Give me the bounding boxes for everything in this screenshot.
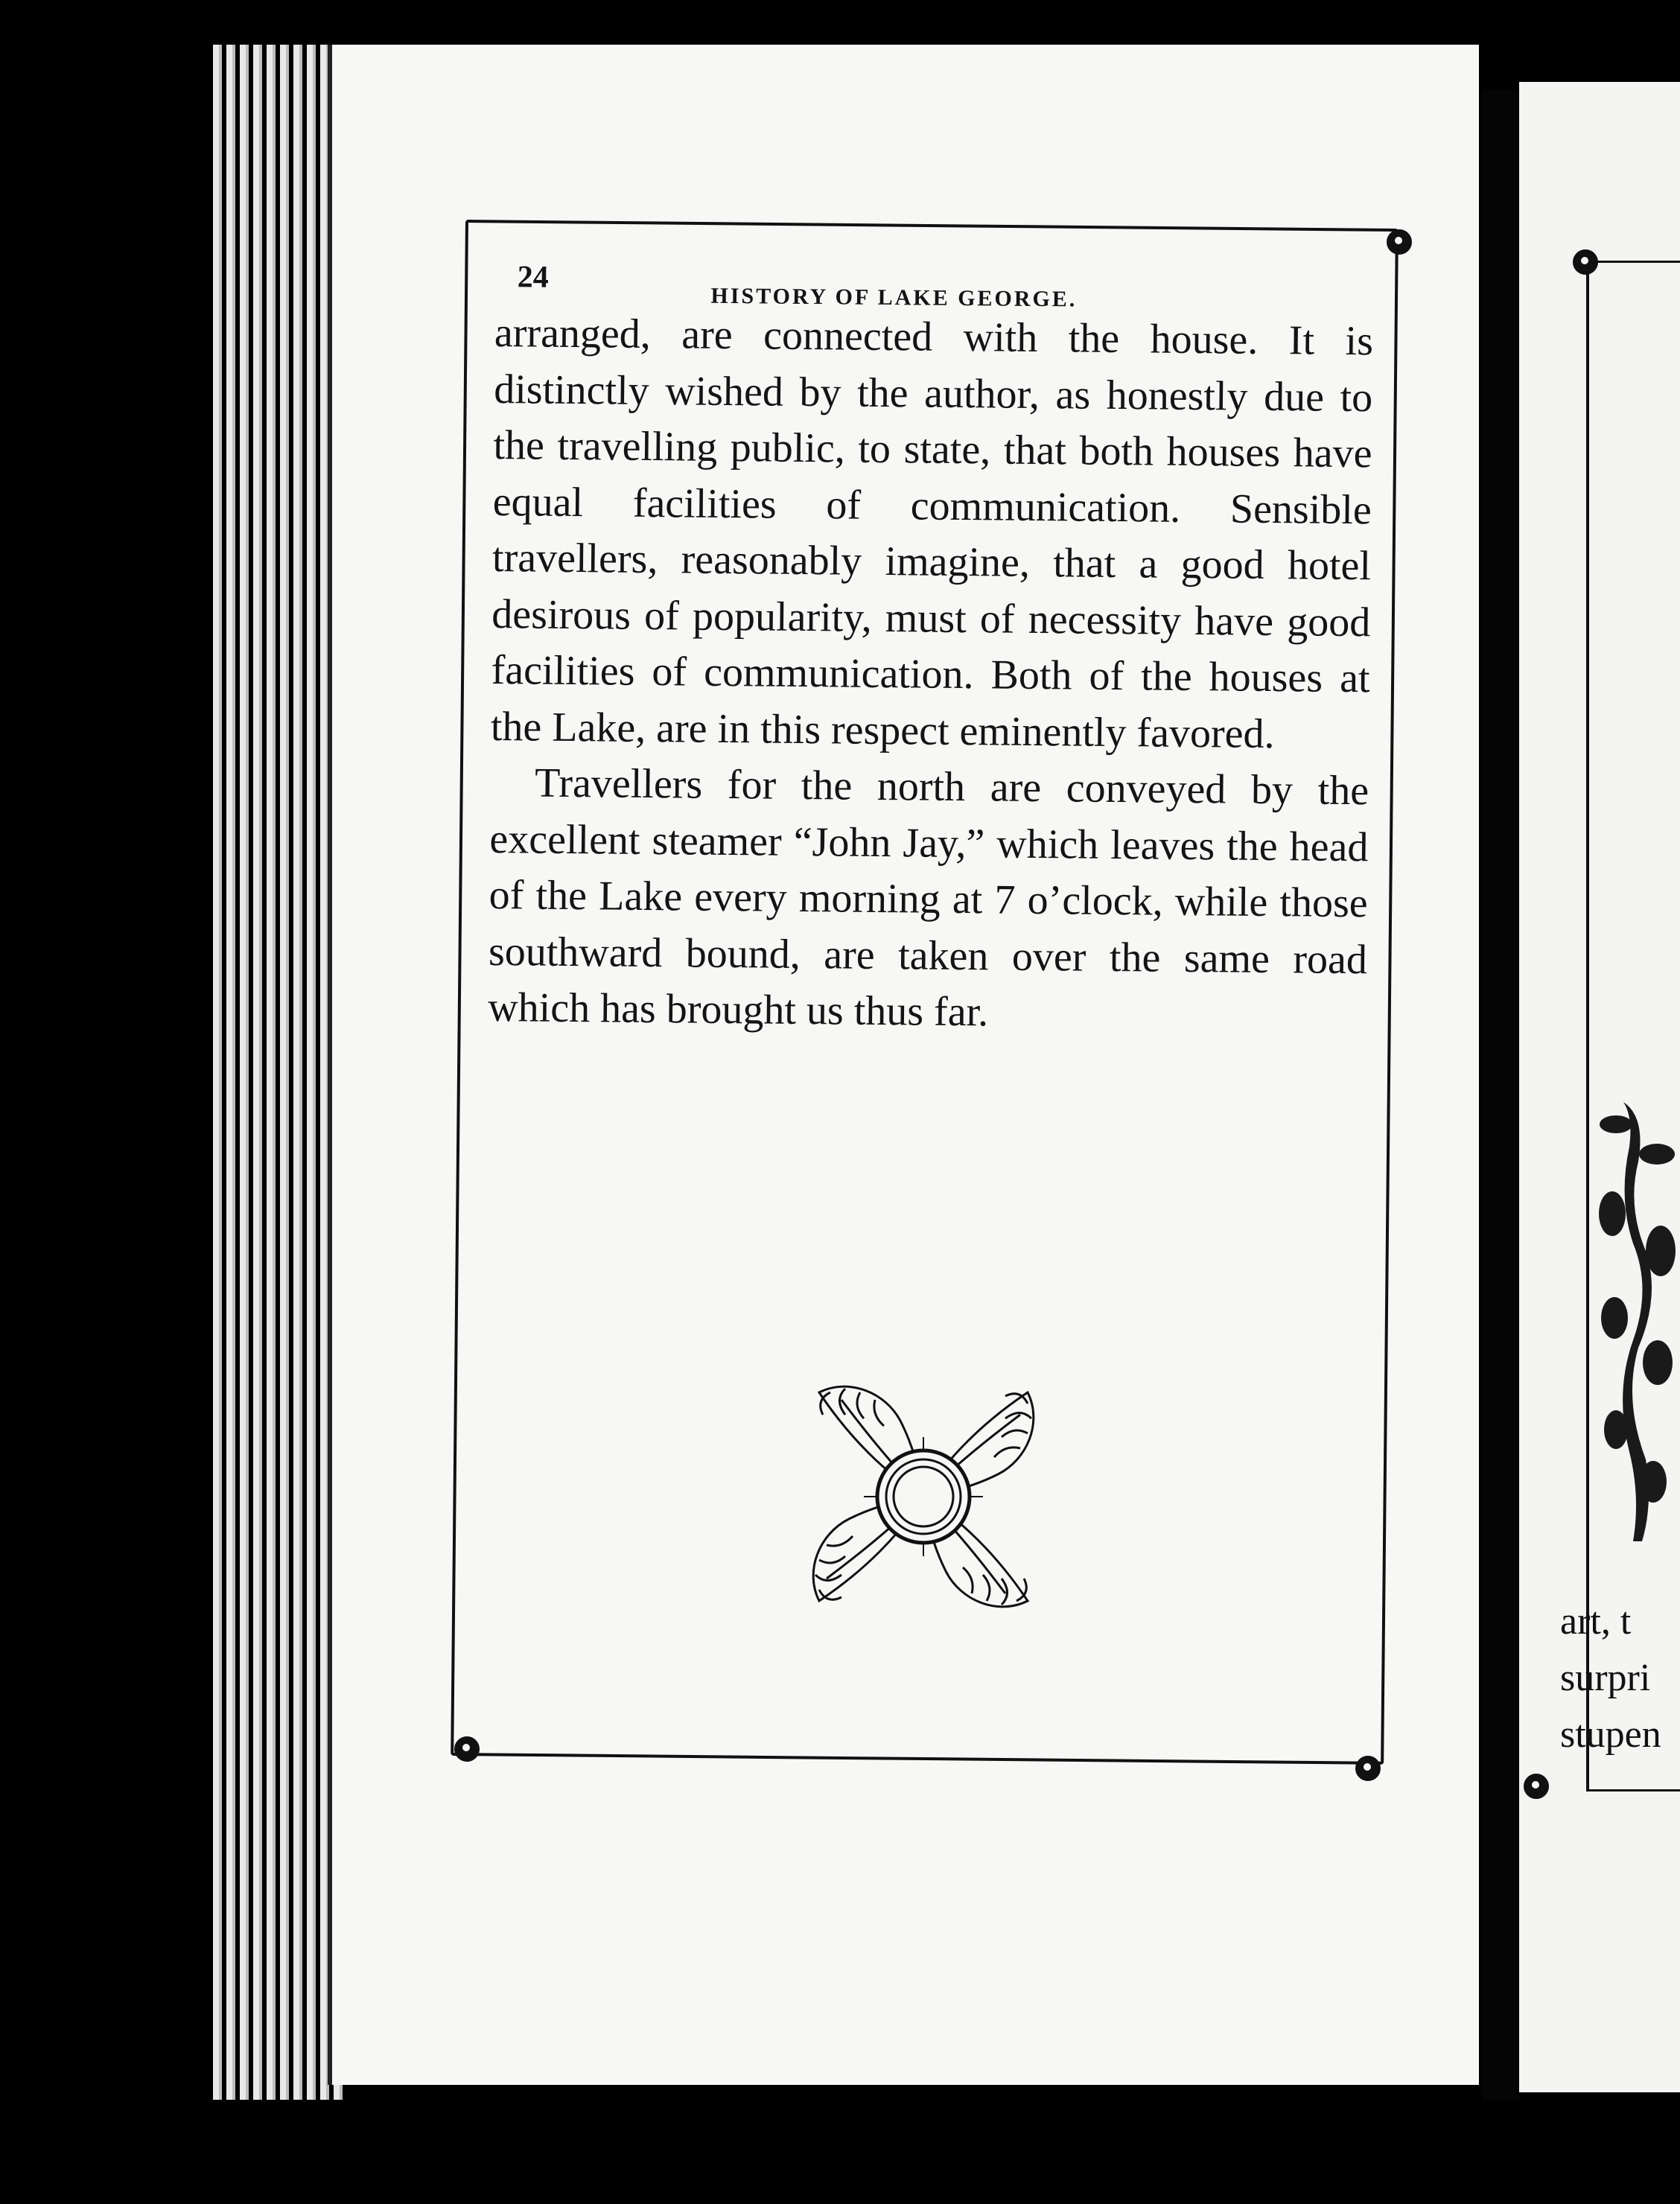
paragraph-1: arranged, are connected with the house. It is distinctly wished by the author, as honestly due to the travelling public, to state, that both houses have equal facilities of communication. Sensible travellers, reasonably imagine, that a good hotel desirous of popularity, must of necessity have good facilities of communication. Both of the houses at the Lake, are in this respect eminently favored. bbox=[490, 309, 1374, 757]
frame-corner-bottom-right bbox=[1355, 1756, 1381, 1781]
book-page-edges bbox=[209, 45, 343, 2100]
book-gutter bbox=[1482, 89, 1519, 2100]
frame-corner-bottom-left bbox=[454, 1736, 480, 1762]
right-page-frame bbox=[1586, 261, 1680, 1791]
right-frame-corner-top bbox=[1573, 249, 1598, 275]
running-head-title: HISTORY OF LAKE GEORGE. bbox=[710, 283, 1078, 312]
right-page-visible-text: art, t surpri stupen bbox=[1560, 1600, 1661, 1756]
paragraph-2: Travellers for the north are conveyed by the excellent steamer “John Jay,” which leaves the head of the Lake every morning at 7 o’clock, while those southward bound, are taken over the same road which has brought us thus far. bbox=[487, 759, 1369, 1036]
page-number: 24 bbox=[517, 260, 549, 295]
running-head bbox=[494, 253, 1374, 313]
botanical-engraving-icon bbox=[1594, 1095, 1680, 1556]
frame-corner-top-right bbox=[1387, 229, 1412, 255]
right-frame-corner-bottom bbox=[1524, 1774, 1549, 1799]
page-text-block bbox=[488, 253, 1374, 1045]
floral-rosette-ornament-icon bbox=[774, 1348, 1072, 1646]
